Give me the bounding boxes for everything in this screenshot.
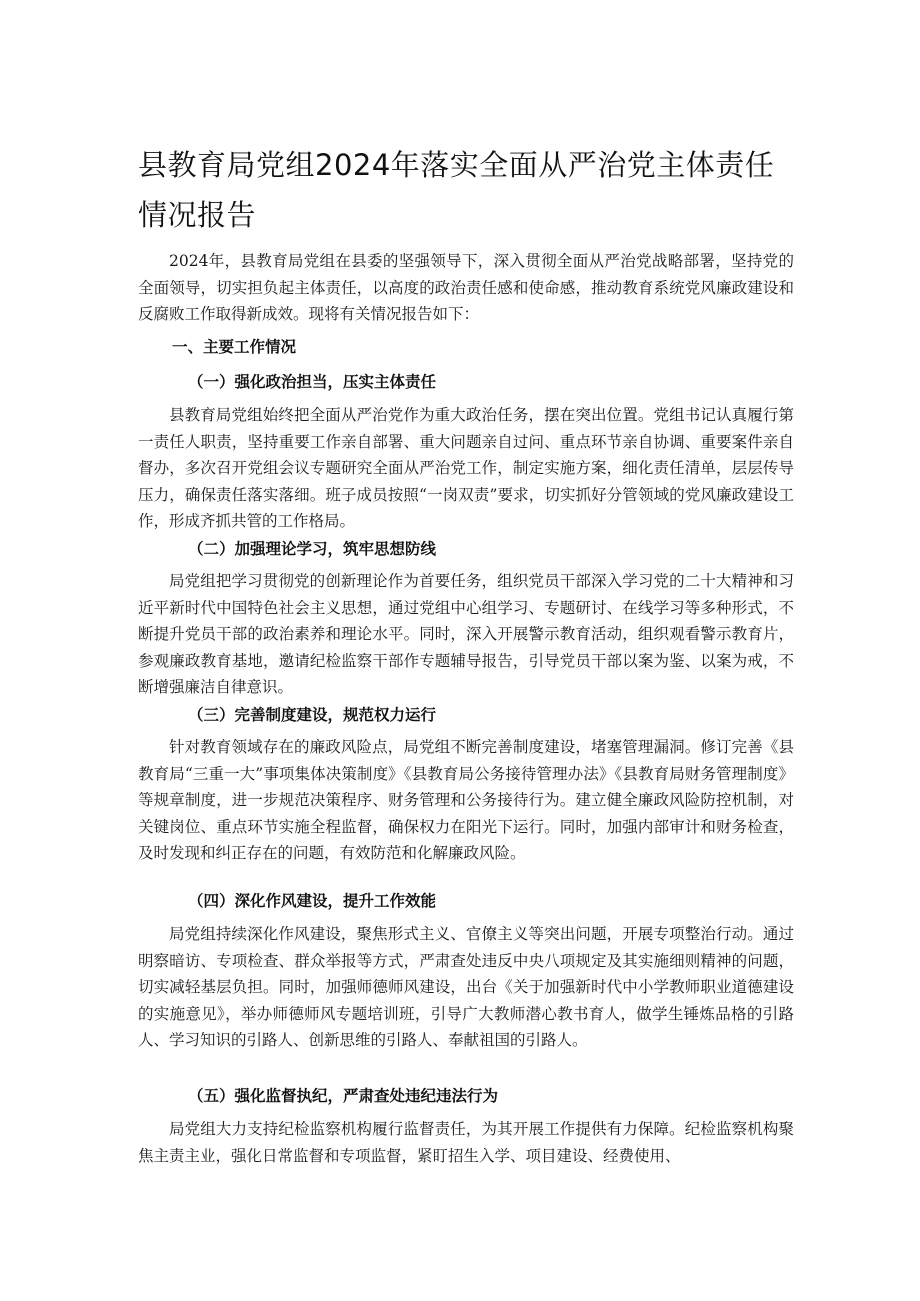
subsection-body-4: 局党组持续深化作风建设，聚焦形式主义、官僚主义等突出问题，开展专项整治行动。通过明察暗访、专项检查、群众举报等方式，严肃查处违反中央八项规定及其实施细则精神的问题，切实减轻基层负担。同时，加强师德师风建设，出台《关于加强新时代中小学教师职业道德建设的实施意见》，举办师德师风专题培训班，引导广大教师潜心教书育人，做学生锤炼品格的引路人、学习知识的引路人、创新思维的引路人、奉献祖国的引路人。: [138, 925, 794, 1049]
subsection-heading-5: （五）强化监督执纪，严肃查处违纪违法行为: [188, 1086, 499, 1105]
subsection-body-1: 县教育局党组始终把全面从严治党作为重大政治任务，摆在突出位置。党组书记认真履行第一责任人职责，坚持重要工作亲自部署、重大问题亲自过问、重点环节亲自协调、重要案件亲自督办，多次召开党组会议专题研究全面从严治党工作，制定实施方案，细化责任清单，层层传导压力，确保责任落实落细。班子成员按照“一岗双责”要求，切实抓好分管领域的党风廉政建设工作，形成齐抓共管的工作格局。: [138, 406, 794, 530]
subsection-heading-2: （二）加强理论学习，筑牢思想防线: [188, 539, 437, 558]
subsection-heading-3: （三）完善制度建设，规范权力运行: [188, 705, 437, 724]
intro-paragraph: 2024年，县教育局党组在县委的坚强领导下，深入贯彻全面从严治党战略部署，坚持党的全面领导，切实担负起主体责任，以高度的政治责任感和使命感，推动教育系统党风廉政建设和反腐败工作取得新成效。现将有关情况报告如下：: [138, 252, 794, 323]
subsection-heading-4: （四）深化作风建设，提升工作效能: [188, 891, 437, 910]
subsection-heading-1: （一）强化政治担当，压实主体责任: [188, 372, 437, 391]
document-title: 县教育局党组2024年落实全面从严治党主体责任情况报告: [138, 148, 775, 232]
subsection-body-2: 局党组把学习贯彻党的创新理论作为首要任务，组织党员干部深入学习党的二十大精神和习近平新时代中国特色社会主义思想，通过党组中心组学习、专题研讨、在线学习等多种形式，不断提升党员干部的政治素养和理论水平。同时，深入开展警示教育活动，组织观看警示教育片，参观廉政教育基地，邀请纪检监察干部作专题辅导报告，引导党员干部以案为鉴、以案为戒，不断增强廉洁自律意识。: [138, 572, 794, 696]
subsection-body-5: 局党组大力支持纪检监察机构履行监督责任，为其开展工作提供有力保障。纪检监察机构聚焦主责主业，强化日常监督和专项监督，紧盯招生入学、项目建设、经费使用、: [138, 1120, 794, 1165]
subsection-body-3: 针对教育领域存在的廉政风险点，局党组不断完善制度建设，堵塞管理漏洞。修订完善《县教育局“三重一大”事项集体决策制度》《县教育局公务接待管理办法》《县教育局财务管理制度》等规章制度，进一步规范决策程序、财务管理和公务接待行为。建立健全廉政风险防控机制，对关键岗位、重点环节实施全程监督，确保权力在阳光下运行。同时，加强内部审计和财务检查，及时发现和纠正存在的问题，有效防范和化解廉政风险。: [138, 738, 794, 862]
section-heading-main-work: 一、主要工作情况: [172, 337, 297, 356]
